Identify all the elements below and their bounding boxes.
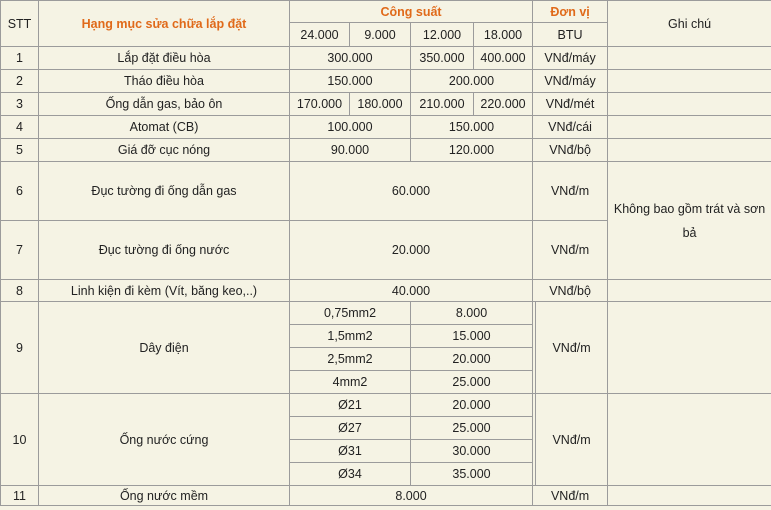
row-item: Tháo điều hòa bbox=[39, 70, 290, 93]
sub-price: 25.000 bbox=[411, 371, 533, 394]
row-stt: 3 bbox=[1, 93, 39, 116]
row-note bbox=[608, 486, 771, 506]
table-row bbox=[1, 70, 771, 93]
row-price: 20.000 bbox=[290, 221, 533, 280]
sub-price: 8.000 bbox=[411, 302, 533, 325]
row-price: 300.000 bbox=[290, 47, 411, 70]
row-unit: VNđ/cái bbox=[533, 116, 608, 139]
table-row bbox=[1, 93, 771, 116]
sub-price: 20.000 bbox=[411, 394, 533, 417]
row-price: 40.000 bbox=[290, 280, 533, 302]
table-row bbox=[1, 47, 771, 70]
sub-size: 0,75mm2 bbox=[290, 302, 411, 325]
stt-header: STT bbox=[1, 1, 39, 47]
row-stt: 1 bbox=[1, 47, 39, 70]
sub-price: 30.000 bbox=[411, 440, 533, 463]
row-stt: 8 bbox=[1, 280, 39, 302]
row-unit: VNđ/m bbox=[533, 486, 608, 506]
row-price: 210.000 bbox=[411, 93, 474, 116]
row-note bbox=[608, 116, 771, 139]
sub-size: Ø27 bbox=[290, 417, 411, 440]
row-stt: 11 bbox=[1, 486, 39, 506]
row-item: Giá đỡ cục nóng bbox=[39, 139, 290, 162]
table-row bbox=[1, 162, 771, 221]
row-item: Linh kiện đi kèm (Vít, băng keo,..) bbox=[39, 280, 290, 302]
row-price: 8.000 bbox=[290, 486, 533, 506]
sub-price: 20.000 bbox=[411, 348, 533, 371]
table-row bbox=[1, 302, 771, 325]
table-row bbox=[1, 139, 771, 162]
row-item: Dây điện bbox=[39, 302, 290, 394]
row-price: 90.000 bbox=[290, 139, 411, 162]
row-unit: VNđ/máy bbox=[533, 70, 608, 93]
sub-size: Ø31 bbox=[290, 440, 411, 463]
row-price: 60.000 bbox=[290, 162, 533, 221]
row-stt: 7 bbox=[1, 221, 39, 280]
row-price: 350.000 bbox=[411, 47, 474, 70]
header-row-1 bbox=[1, 1, 771, 23]
capacity-9000: 9.000 bbox=[350, 23, 411, 47]
item-header: Hạng mục sửa chữa lắp đặt bbox=[39, 1, 290, 47]
row-unit: VNđ/bộ bbox=[533, 280, 608, 302]
sub-price: 35.000 bbox=[411, 463, 533, 486]
table-row bbox=[1, 394, 771, 417]
capacity-12000: 12.000 bbox=[411, 23, 474, 47]
row-price: 100.000 bbox=[290, 116, 411, 139]
unit-btu: BTU bbox=[533, 23, 608, 47]
row-stt: 2 bbox=[1, 70, 39, 93]
row-note bbox=[608, 93, 771, 116]
row-unit: VNđ/bộ bbox=[533, 139, 608, 162]
row-stt: 10 bbox=[1, 394, 39, 486]
sub-price: 15.000 bbox=[411, 325, 533, 348]
table-row bbox=[1, 486, 771, 506]
row-item: Đục tường đi ống nước bbox=[39, 221, 290, 280]
row-stt: 4 bbox=[1, 116, 39, 139]
row-stt: 9 bbox=[1, 302, 39, 394]
sub-size: 1,5mm2 bbox=[290, 325, 411, 348]
capacity-24000: 24.000 bbox=[290, 23, 350, 47]
row-stt: 5 bbox=[1, 139, 39, 162]
row-price: 150.000 bbox=[411, 116, 533, 139]
row-item: Ống nước cứng bbox=[39, 394, 290, 486]
row-price: 170.000 bbox=[290, 93, 350, 116]
sub-size: 2,5mm2 bbox=[290, 348, 411, 371]
row-price: 120.000 bbox=[411, 139, 533, 162]
row-unit: VNđ/m bbox=[533, 221, 608, 280]
table-row bbox=[1, 280, 771, 302]
row-stt: 6 bbox=[1, 162, 39, 221]
note-header: Ghi chú bbox=[608, 1, 771, 47]
row-unit: VNđ/mét bbox=[533, 93, 608, 116]
row-price: 400.000 bbox=[474, 47, 533, 70]
row-item: Atomat (CB) bbox=[39, 116, 290, 139]
unit-header: Đơn vị bbox=[533, 1, 608, 23]
note-text: Không bao gồm trát và sơn bả bbox=[608, 162, 771, 280]
sub-size: Ø34 bbox=[290, 463, 411, 486]
row-unit: VNđ/m bbox=[533, 162, 608, 221]
row-note bbox=[608, 47, 771, 70]
row-item: Lắp đặt điều hòa bbox=[39, 47, 290, 70]
table-row bbox=[1, 116, 771, 139]
row-unit: VNđ/máy bbox=[533, 47, 608, 70]
row-price: 180.000 bbox=[350, 93, 411, 116]
sub-size: Ø21 bbox=[290, 394, 411, 417]
row-note bbox=[608, 139, 771, 162]
row-item: Đục tường đi ống dẫn gas bbox=[39, 162, 290, 221]
row-price: 150.000 bbox=[290, 70, 411, 93]
row-note bbox=[608, 280, 771, 302]
row-note bbox=[608, 70, 771, 93]
row-price: 220.000 bbox=[474, 93, 533, 116]
row-price: 200.000 bbox=[411, 70, 533, 93]
row-note bbox=[608, 394, 771, 486]
row-note bbox=[608, 302, 771, 394]
row-unit: VNđ/m bbox=[536, 394, 608, 486]
sub-price: 25.000 bbox=[411, 417, 533, 440]
row-item: Ống nước mềm bbox=[39, 486, 290, 506]
sub-size: 4mm2 bbox=[290, 371, 411, 394]
capacity-header: Công suất bbox=[290, 1, 533, 23]
row-item: Ống dẫn gas, bảo ôn bbox=[39, 93, 290, 116]
row-unit: VNđ/m bbox=[536, 302, 608, 394]
capacity-18000: 18.000 bbox=[474, 23, 533, 47]
